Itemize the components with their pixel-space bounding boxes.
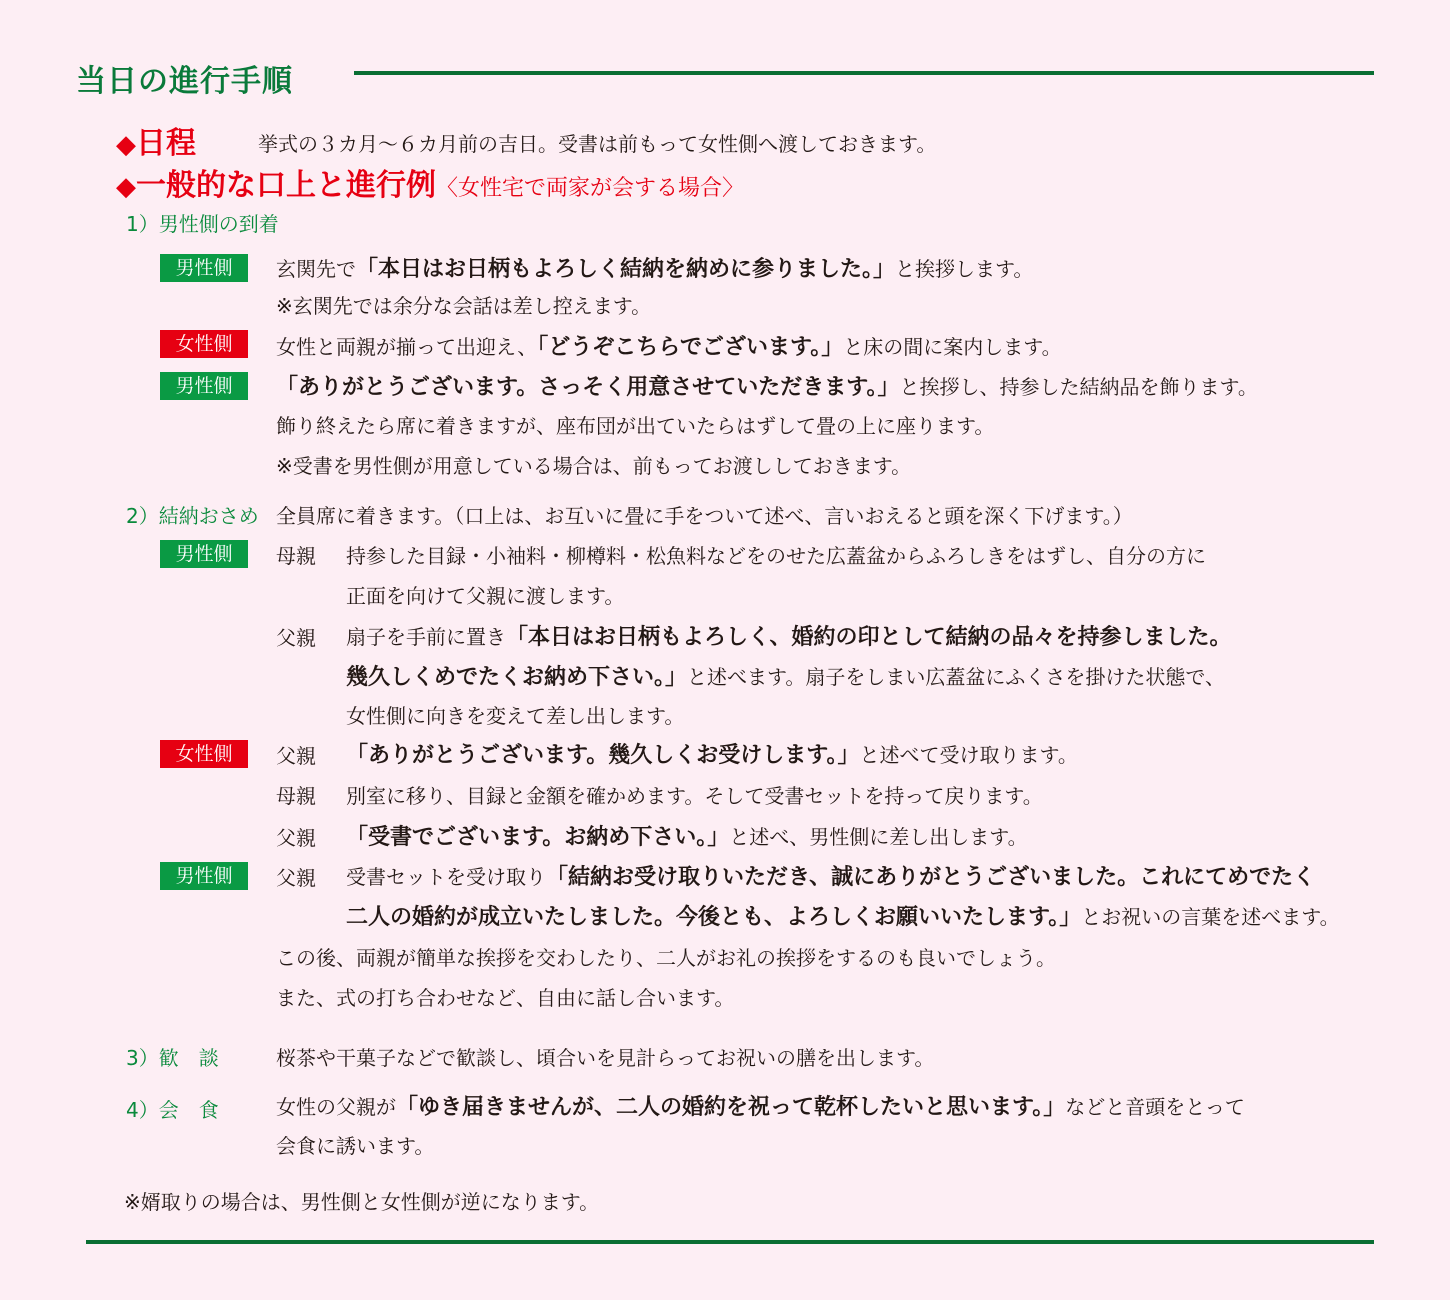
text: とお祝いの言葉を述べます。 — [1081, 905, 1340, 929]
quote: 「どうぞこちらでございます。」 — [537, 335, 844, 360]
schedule-label: 日程 — [136, 126, 196, 161]
role-father: 父親 — [276, 866, 316, 890]
text: と床の間に案内します。 — [843, 335, 1062, 359]
diamond-icon: ◆ — [116, 130, 136, 160]
s2-ff-line — [346, 738, 1078, 769]
s2-mf-line1 — [346, 620, 1232, 651]
s1-male2-note: ※受書を男性側が用意している場合は、前もってお渡ししておきます。 — [276, 454, 912, 478]
section-3-title: 3）歓 談 — [126, 1046, 219, 1070]
quote: 「結納お受け取りいただき、誠にありがとうございました。これにてめでたく — [546, 865, 1316, 890]
role-father: 父親 — [276, 826, 316, 850]
s2-mm-line2: 正面を向けて父親に渡します。 — [346, 584, 625, 608]
s4-line1 — [276, 1090, 1245, 1121]
badge-female: 女性側 — [160, 740, 248, 768]
text: 受書セットを受け取り — [346, 865, 546, 889]
text: と挨拶し、持参した結納品を飾ります。 — [899, 375, 1258, 399]
s2-after-line2: また、式の打ち合わせなど、自由に話し合います。 — [276, 986, 735, 1010]
title-divider — [354, 71, 1374, 75]
example-heading — [116, 160, 744, 204]
role-father: 父親 — [276, 744, 316, 768]
role-father: 父親 — [276, 626, 316, 650]
s2-after-line1: この後、両親が簡単な挨拶を交わしたり、二人がお礼の挨拶をするのも良いでしょう。 — [276, 946, 1056, 970]
badge-male: 男性側 — [160, 372, 248, 400]
s2-mm-line1: 持参した目録・小袖料・柳樽料・松魚料などをのせた広蓋盆からふろしきをはずし、自分の方に — [346, 544, 1206, 568]
quote: 「ありがとうございます。さっそく用意させていただきます。」 — [276, 375, 900, 400]
quote: 「ありがとうございます。幾久しくお受けします。」 — [346, 743, 860, 768]
quote: 「本日はお日柄もよろしく、婚約の印として結納の品々を持参しました。 — [506, 625, 1232, 650]
s1-female-line — [276, 330, 1062, 361]
section-2-title: 2）結納おさめ — [126, 504, 259, 528]
text: と述べます。扇子をしまい広蓋盆にふくさを掛けた状態で、 — [687, 665, 1226, 689]
footnote: ※婿取りの場合は、男性側と女性側が逆になります。 — [124, 1190, 600, 1214]
s2-mf2-line2 — [346, 900, 1340, 931]
quote: 幾久しくめでたくお納め下さい。」 — [346, 665, 688, 690]
badge-male: 男性側 — [160, 540, 248, 568]
s1-male-note: ※玄関先では余分な会話は差し控えます。 — [276, 294, 652, 318]
badge-female: 女性側 — [160, 330, 248, 358]
s4-line2: 会食に誘います。 — [276, 1134, 435, 1158]
s2-mf-line2 — [346, 660, 1225, 691]
text: と述べて受け取ります。 — [859, 743, 1078, 767]
example-note: 〈女性宅で両家が会する場合〉 — [436, 176, 745, 201]
page-title: 当日の進行手順 — [76, 64, 293, 99]
quote: 「ゆき届きませんが、二人の婚約を祝って乾杯したいと思います。」 — [396, 1095, 1066, 1120]
page-header — [76, 56, 1376, 99]
s2-ff2-line — [346, 820, 1028, 851]
quote: 「本日はお日柄もよろしく結納を納めに参りました。」 — [356, 257, 896, 282]
section-4-title: 4）会 食 — [126, 1098, 219, 1122]
bottom-divider — [86, 1240, 1374, 1244]
diamond-icon: ◆ — [116, 172, 136, 202]
role-mother: 母親 — [276, 784, 316, 808]
s2-fm-line: 別室に移り、目録と金額を確かめます。そして受書セットを持って戻ります。 — [346, 784, 1043, 808]
quote: 「受書でございます。お納め下さい。」 — [346, 825, 730, 850]
role-mother: 母親 — [276, 544, 316, 568]
badge-male: 男性側 — [160, 254, 248, 282]
schedule-text: 挙式の３カ月～６カ月前の吉日。受書は前もって女性側へ渡しておきます。 — [258, 132, 937, 156]
text: 扇子を手前に置き — [346, 625, 506, 649]
s2-mf-line3: 女性側に向きを変えて差し出します。 — [346, 704, 685, 728]
s2-intro: 全員席に着きます。（口上は、お互いに畳に手をついて述べ、言いおえると頭を深く下げます。） — [276, 504, 1133, 528]
section-1-title: 1）男性側の到着 — [126, 212, 279, 236]
text: と述べ、男性側に差し出します。 — [729, 825, 1028, 849]
text: 女性の父親が — [276, 1095, 396, 1119]
schedule-row — [116, 118, 196, 162]
s3-text: 桜茶や干菓子などで歓談し、頃合いを見計らってお祝いの膳を出します。 — [276, 1046, 935, 1070]
s2-mf2-line1 — [346, 860, 1315, 891]
example-label: 一般的な口上と進行例 — [136, 168, 436, 203]
s1-male-line — [276, 252, 1033, 283]
text: 玄関先で — [276, 257, 356, 281]
text: と挨拶します。 — [895, 257, 1034, 281]
badge-male: 男性側 — [160, 862, 248, 890]
text: 女性と両親が揃って出迎え、 — [276, 335, 538, 359]
s1-male2-line — [276, 370, 1258, 401]
text: などと音頭をとって — [1065, 1095, 1245, 1119]
quote: 二人の婚約が成立いたしました。今後とも、よろしくお願いいたします。」 — [346, 905, 1082, 930]
s1-male2-line2: 飾り終えたら席に着きますが、座布団が出ていたらはずして畳の上に座ります。 — [276, 414, 995, 438]
